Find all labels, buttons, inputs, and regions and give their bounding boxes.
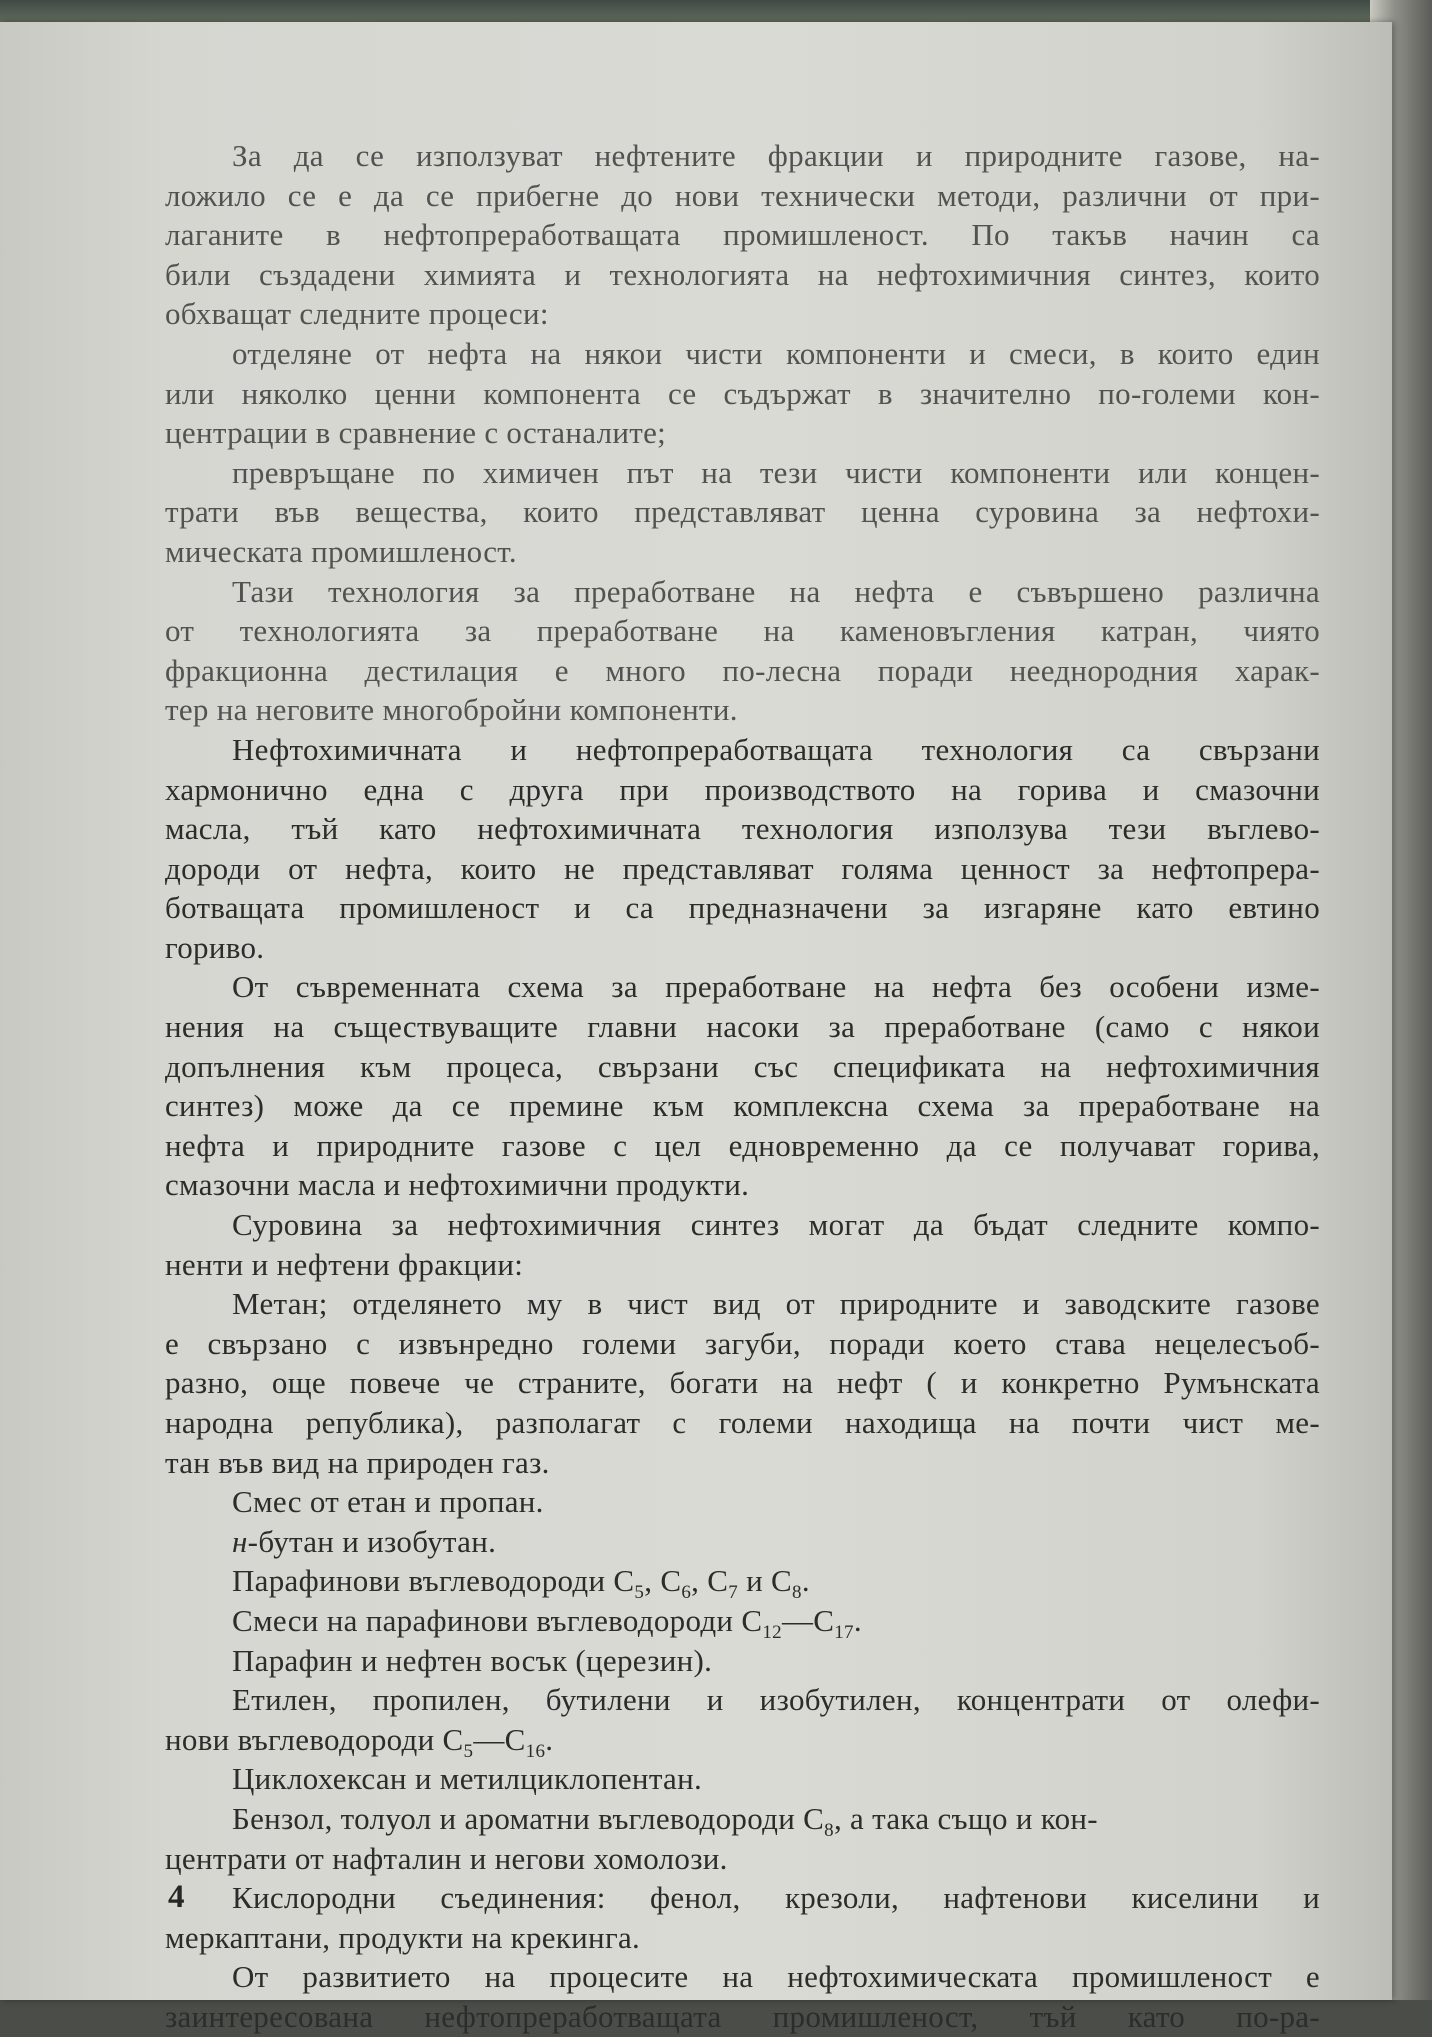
text-line: ненти и нефтени фракции: (165, 1246, 524, 1282)
subscript: 17 (834, 1621, 854, 1643)
text-line: ложило се е да се прибегне до нови технически методи, различни от при- (165, 177, 1320, 213)
dash: — (473, 1721, 505, 1757)
text-line: От развитието на процесите на нефтохимическата промишленост е (232, 1959, 1320, 1995)
subscript: 8 (792, 1582, 802, 1604)
list-item: Етилен, пропилен, бутилени и изобутилен, концентрати от олефи- (232, 1682, 1320, 1718)
text-line: центрации в сравнение с останалите; (165, 415, 667, 451)
text-line: синтез) може да се премине към комплексна схема за преработване на (165, 1088, 1320, 1124)
text-line: смазочни масла и нефтохимични продукти. (165, 1167, 750, 1203)
text-line: тан във вид на природен газ. (165, 1444, 550, 1480)
text-line: допълнения към процеса, свързани със спецификата на нефтохимичния (165, 1048, 1320, 1084)
text-line: фракционна дестилация е много по-лесна поради нееднородния харак- (165, 652, 1320, 688)
text-line: От съвременната схема за преработване на нефта без особени изме- (232, 969, 1320, 1005)
text-line: били създадени химията и технологията на нефтохимичния синтез, които (165, 256, 1320, 292)
text-line: Суровина за нефтохимичния синтез могат да бъдат следните компо- (232, 1207, 1320, 1243)
text-line: или няколко ценни компонента се съдържат в значително по-големи кон- (165, 375, 1320, 411)
subscript: 5 (463, 1740, 474, 1762)
list-item: Смес от етан и пропан. (232, 1484, 544, 1520)
text-line: нения на съществуващите главни насоки за преработване (само с някои (165, 1009, 1320, 1045)
text-line: ботващата промишленост и са предназначени за изгаряне като евтино (165, 890, 1320, 926)
book-page (0, 22, 1392, 2034)
punct: . (545, 1721, 554, 1757)
text-line: отделяне от нефта на някои чисти компоненти и смеси, в които един (232, 335, 1320, 371)
list-item (165, 1522, 1320, 1562)
text-line: Тази технология за преработване на нефта е съвършено различна (232, 573, 1320, 609)
list-item-text: Смеси на парафинови въглеводороди C (232, 1602, 763, 1638)
text-line: хармонично една с друга при производството на горива и смазочни (165, 771, 1320, 807)
list-item: меркаптани, продукти на крекинга. (165, 1919, 641, 1955)
punct: . (853, 1602, 862, 1638)
text-line: обхващат следните процеси: (165, 296, 549, 332)
list-item: Парафинови въглеводороди $C_5$, $C_6$, $C_7$ и $C_8$. (232, 1563, 810, 1604)
list-item-text: Бензол, толуол и ароматни въглеводороди C (232, 1800, 825, 1836)
list-item: Кислородни съединения: фенол, крезоли, нафтенови киселини и (232, 1880, 1320, 1916)
list-item: Парафин и нефтен восък (церезин). (232, 1642, 713, 1678)
list-item: Смеси на парафинови въглеводороди $C_{12}—C_{17}$. (232, 1602, 862, 1643)
list-item-text: , а така също и кон- (833, 1800, 1098, 1836)
punct: , (644, 1563, 653, 1599)
list-item-text: нови въглеводороди C (165, 1721, 464, 1757)
punct: , (691, 1563, 700, 1599)
text-line: мическата промишленост. (165, 533, 517, 569)
subscript: 7 (728, 1582, 739, 1604)
text-line: дороди от нефта, които не представляват голяма ценност за нефтопрера- (165, 850, 1320, 886)
text-line: Метан; отделянето му в чист вид от природните и заводските газове (232, 1286, 1320, 1322)
subscript: 6 (681, 1582, 692, 1604)
text-line: Нефтохимичната и нефтопреработващата технология са свързани (232, 731, 1320, 767)
dash: — (781, 1602, 814, 1638)
butane-prefix: н- (232, 1523, 259, 1559)
list-item (165, 1799, 1320, 1839)
text-line: превръщане по химичен път на тези чисти компоненти или концен- (232, 454, 1320, 490)
subscript: 5 (634, 1582, 645, 1604)
punct: . (801, 1563, 810, 1599)
text-line: масла, тъй като нефтохимичната технология използува тези въглево- (165, 811, 1320, 847)
body-text (165, 136, 1320, 2037)
text-line: от технологията за преработване на каменовъгления катран, чиято (165, 613, 1320, 649)
subscript: 12 (762, 1621, 782, 1643)
text-line: трати във вещества, които представляват ценна суровина за нефтохи- (165, 494, 1320, 530)
list-item-text: бутан и изобутан. (258, 1523, 497, 1559)
list-item: центрати от нафталин и негови хомолози. (165, 1840, 728, 1876)
text-line: гориво. (165, 929, 265, 965)
text-line: За да се използуват нефтените фракции и природните газове, на- (232, 138, 1320, 173)
text-line: тер на неговите многобройни компоненти. (165, 692, 738, 728)
subscript: 16 (525, 1740, 546, 1762)
text-line: лаганите в нефтопреработващата промишленост. По такъв начин са (165, 217, 1320, 253)
list-item: Циклохексан и метилциклопентан. (232, 1761, 703, 1797)
list-item: нови въглеводороди $C_5—C_{16}$. (165, 1721, 554, 1762)
text-line: заинтересована нефтопреработващата промишленост, тъй като по-ра- (165, 1998, 1320, 2034)
text-line: нефта и природните газове с цел едновременно да се получават горива, (165, 1127, 1320, 1163)
page-number: 4 (168, 1879, 185, 1915)
text-line: е свързано с извънредно големи загуби, поради което става нецелесъоб- (165, 1325, 1320, 1361)
text-line: разно, още повече че страните, богати на нефт ( и конкретно Румънската (165, 1365, 1320, 1401)
conjunction: и (746, 1563, 763, 1599)
text-line: народна република), разполагат с големи находища на почти чист ме- (165, 1405, 1320, 1440)
subscript: 8 (824, 1819, 834, 1841)
list-item-text: Парафинови въглеводороди C (232, 1563, 635, 1599)
